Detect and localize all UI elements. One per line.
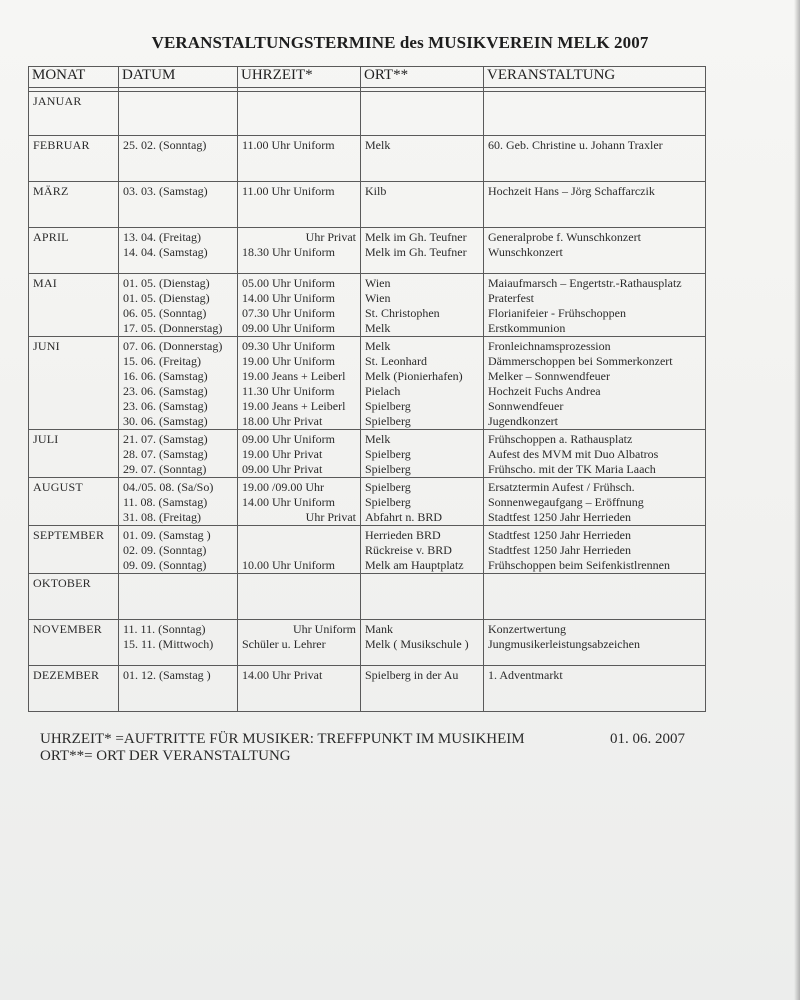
ort-line: Melk: [365, 432, 391, 446]
veranstaltung-cell: [484, 274, 706, 337]
veranstaltung-line: 1. Adventmarkt: [488, 668, 563, 682]
datum-line: 02. 09. (Sonntag): [123, 543, 207, 557]
datum-line: 15. 06. (Freitag): [123, 354, 201, 368]
uhrzeit-line: 09.00 Uhr Uniform: [242, 321, 335, 335]
ort-line: Rückreise v. BRD: [365, 543, 452, 557]
footer-note-uhrzeit: UHRZEIT* =AUFTRITTE FÜR MUSIKER: TREFFPUNKT IM MUSIKHEIM: [40, 731, 525, 747]
uhrzeit-line: 05.00 Uhr Uniform: [242, 276, 335, 290]
uhrzeit-cell: [238, 666, 361, 712]
month-cell: OKTOBER: [29, 574, 119, 620]
veranstaltung-cell: [484, 478, 706, 526]
datum-line: 29. 07. (Sonntag): [123, 462, 207, 476]
table-row: [29, 92, 706, 136]
uhrzeit-line: 11.30 Uhr Uniform: [242, 384, 335, 398]
datum-line: 03. 03. (Samstag): [123, 184, 208, 198]
veranstaltung-cell: [484, 574, 706, 620]
uhrzeit-line: 19.00 Jeans + Leiberl: [242, 399, 346, 413]
uhrzeit-cell: [238, 574, 361, 620]
uhrzeit-line: Schüler u. Lehrer: [242, 637, 326, 651]
datum-cell: [119, 337, 238, 430]
uhrzeit-cell: [238, 478, 361, 526]
table-row: [29, 182, 706, 228]
footer-notes: [40, 731, 740, 765]
veranstaltung-line: Hochzeit Fuchs Andrea: [488, 384, 601, 398]
ort-line: Spielberg: [365, 495, 411, 509]
uhrzeit-line: 14.00 Uhr Uniform: [242, 495, 335, 509]
datum-line: 23. 06. (Samstag): [123, 384, 208, 398]
veranstaltung-line: Frühschoppen beim Seifenkistlrennen: [488, 558, 670, 572]
table-row: [29, 478, 706, 526]
uhrzeit-cell: [238, 337, 361, 430]
footer-note-ort: ORT**= ORT DER VERANSTALTUNG: [40, 748, 291, 764]
veranstaltung-line: Fronleichnamsprozession: [488, 339, 611, 353]
column-header-datum: DATUM: [119, 67, 238, 88]
ort-line: Melk: [365, 321, 391, 335]
column-header-veranstaltung: VERANSTALTUNG: [484, 67, 706, 88]
datum-line: 15. 11. (Mittwoch): [123, 637, 214, 651]
datum-cell: [119, 274, 238, 337]
ort-line: Wien: [365, 276, 391, 290]
veranstaltung-line: Frühscho. mit der TK Maria Laach: [488, 462, 656, 476]
month-cell: FEBRUAR: [29, 136, 119, 182]
ort-line: St. Leonhard: [365, 354, 427, 368]
datum-cell: [119, 182, 238, 228]
veranstaltung-line: Praterfest: [488, 291, 534, 305]
uhrzeit-line: Uhr Uniform: [293, 622, 356, 636]
ort-line: Melk ( Musikschule ): [365, 637, 469, 651]
veranstaltung-line: Florianifeier - Frühschoppen: [488, 306, 626, 320]
datum-line: 13. 04. (Freitag): [123, 230, 201, 244]
datum-cell: [119, 228, 238, 274]
veranstaltung-line: 60. Geb. Christine u. Johann Traxler: [488, 138, 663, 152]
events-table: [28, 66, 706, 712]
ort-line: Spielberg: [365, 447, 411, 461]
veranstaltung-line: Stadtfest 1250 Jahr Herrieden: [488, 543, 631, 557]
veranstaltung-cell: [484, 620, 706, 666]
datum-line: 09. 09. (Sonntag): [123, 558, 207, 572]
ort-line: Mank: [365, 622, 393, 636]
datum-line: 16. 06. (Samstag): [123, 369, 208, 383]
uhrzeit-cell: [238, 92, 361, 136]
ort-cell: [361, 478, 484, 526]
datum-line: 01. 05. (Dienstag): [123, 276, 210, 290]
uhrzeit-line: 09.30 Uhr Uniform: [242, 339, 335, 353]
datum-cell: [119, 574, 238, 620]
ort-line: Melk am Hauptplatz: [365, 558, 464, 572]
uhrzeit-cell: [238, 620, 361, 666]
veranstaltung-line: Jungmusikerleistungsabzeichen: [488, 637, 640, 651]
veranstaltung-line: Sonnenwegaufgang – Eröffnung: [488, 495, 644, 509]
uhrzeit-line: 09.00 Uhr Privat: [242, 462, 323, 476]
month-cell: JULI: [29, 430, 119, 478]
datum-cell: [119, 430, 238, 478]
uhrzeit-line: 18.30 Uhr Uniform: [242, 245, 335, 259]
uhrzeit-line: 09.00 Uhr Uniform: [242, 432, 335, 446]
datum-cell: [119, 666, 238, 712]
datum-line: 30. 06. (Samstag): [123, 414, 208, 428]
uhrzeit-line: 19.00 Jeans + Leiberl: [242, 369, 346, 383]
datum-line: 28. 07. (Samstag): [123, 447, 208, 461]
veranstaltung-cell: [484, 92, 706, 136]
uhrzeit-line: 11.00 Uhr Uniform: [242, 184, 335, 198]
veranstaltung-line: Hochzeit Hans – Jörg Schaffarczik: [488, 184, 655, 198]
month-cell: SEPTEMBER: [29, 526, 119, 574]
uhrzeit-line: 14.00 Uhr Privat: [242, 668, 323, 682]
datum-line: 11. 08. (Samstag): [123, 495, 208, 509]
uhrzeit-line: 07.30 Uhr Uniform: [242, 306, 335, 320]
uhrzeit-cell: [238, 182, 361, 228]
month-cell: DEZEMBER: [29, 666, 119, 712]
ort-line: Spielberg in der Au: [365, 668, 459, 682]
uhrzeit-line: 10.00 Uhr Uniform: [242, 558, 335, 572]
datum-line: 11. 11. (Sonntag): [123, 622, 206, 636]
ort-line: St. Christophen: [365, 306, 440, 320]
ort-line: Spielberg: [365, 462, 411, 476]
veranstaltung-line: Aufest des MVM mit Duo Albatros: [488, 447, 659, 461]
ort-line: Melk (Pionierhafen): [365, 369, 463, 383]
month-cell: JUNI: [29, 337, 119, 430]
ort-cell: [361, 274, 484, 337]
datum-line: 17. 05. (Donnerstag): [123, 321, 223, 335]
datum-line: 01. 12. (Samstag ): [123, 668, 211, 682]
ort-cell: [361, 526, 484, 574]
veranstaltung-line: Stadtfest 1250 Jahr Herrieden: [488, 528, 631, 542]
ort-cell: [361, 182, 484, 228]
uhrzeit-line: 18.00 Uhr Privat: [242, 414, 323, 428]
veranstaltung-cell: [484, 526, 706, 574]
veranstaltung-line: Ersatztermin Aufest / Frühsch.: [488, 480, 635, 494]
month-cell: NOVEMBER: [29, 620, 119, 666]
ort-line: Spielberg: [365, 414, 411, 428]
table-header-row: [29, 67, 706, 88]
table-row: [29, 228, 706, 274]
column-header-ort: ORT**: [361, 67, 484, 88]
ort-cell: [361, 228, 484, 274]
month-cell: AUGUST: [29, 478, 119, 526]
ort-cell: [361, 666, 484, 712]
scan-edge-shadow: [794, 0, 800, 1000]
ort-cell: [361, 337, 484, 430]
veranstaltung-line: Melker – Sonnwendfeuer: [488, 369, 610, 383]
ort-line: Pielach: [365, 384, 401, 398]
datum-cell: [119, 526, 238, 574]
table-row: [29, 337, 706, 430]
ort-line: Melk im Gh. Teufner: [365, 230, 467, 244]
ort-line: Kilb: [365, 184, 387, 198]
month-cell: APRIL: [29, 228, 119, 274]
uhrzeit-line: 19.00 Uhr Uniform: [242, 354, 335, 368]
uhrzeit-cell: [238, 228, 361, 274]
table-row: [29, 666, 706, 712]
month-cell: JANUAR: [29, 92, 119, 136]
ort-line: Spielberg: [365, 480, 411, 494]
ort-line: Melk im Gh. Teufner: [365, 245, 467, 259]
uhrzeit-line: 19.00 Uhr Privat: [242, 447, 323, 461]
datum-cell: [119, 92, 238, 136]
ort-line: Melk: [365, 339, 391, 353]
veranstaltung-line: Konzertwertung: [488, 622, 566, 636]
column-header-monat: MONAT: [29, 67, 119, 88]
veranstaltung-cell: [484, 666, 706, 712]
datum-line: 01. 09. (Samstag ): [123, 528, 211, 542]
document-title: VERANSTALTUNGSTERMINE des MUSIKVEREIN MELK 2007: [151, 33, 649, 52]
uhrzeit-line: 14.00 Uhr Uniform: [242, 291, 335, 305]
uhrzeit-line: [242, 543, 356, 558]
ort-line: Spielberg: [365, 399, 411, 413]
uhrzeit-line: [242, 528, 356, 543]
document-date: 01. 06. 2007: [610, 731, 685, 747]
veranstaltung-line: Sonnwendfeuer: [488, 399, 564, 413]
column-header-uhrzeit: UHRZEIT*: [238, 67, 361, 88]
datum-cell: [119, 136, 238, 182]
datum-line: 31. 08. (Freitag): [123, 510, 201, 524]
veranstaltung-line: Jugendkonzert: [488, 414, 558, 428]
events-table-body: [29, 92, 706, 712]
veranstaltung-line: Stadtfest 1250 Jahr Herrieden: [488, 510, 631, 524]
datum-line: 06. 05. (Sonntag): [123, 306, 207, 320]
datum-line: 07. 06. (Donnerstag): [123, 339, 223, 353]
ort-line: Abfahrt n. BRD: [365, 510, 442, 524]
veranstaltung-line: Wunschkonzert: [488, 245, 563, 259]
month-cell: MÄRZ: [29, 182, 119, 228]
datum-line: 01. 05. (Dienstag): [123, 291, 210, 305]
ort-cell: [361, 92, 484, 136]
ort-cell: [361, 136, 484, 182]
uhrzeit-cell: [238, 274, 361, 337]
veranstaltung-cell: [484, 228, 706, 274]
veranstaltung-line: Erstkommunion: [488, 321, 566, 335]
datum-line: 23. 06. (Samstag): [123, 399, 208, 413]
uhrzeit-line: Uhr Privat: [305, 510, 356, 524]
ort-cell: [361, 574, 484, 620]
uhrzeit-line: 11.00 Uhr Uniform: [242, 138, 335, 152]
veranstaltung-line: Generalprobe f. Wunschkonzert: [488, 230, 641, 244]
datum-line: 04./05. 08. (Sa/So): [123, 480, 214, 494]
veranstaltung-line: Frühschoppen a. Rathausplatz: [488, 432, 633, 446]
uhrzeit-cell: [238, 526, 361, 574]
table-row: [29, 136, 706, 182]
datum-cell: [119, 620, 238, 666]
veranstaltung-cell: [484, 182, 706, 228]
veranstaltung-line: Dämmerschoppen bei Sommerkonzert: [488, 354, 673, 368]
datum-line: 21. 07. (Samstag): [123, 432, 208, 446]
ort-cell: [361, 620, 484, 666]
uhrzeit-line: 19.00 /09.00 Uhr: [242, 480, 324, 494]
ort-line: Herrieden BRD: [365, 528, 441, 542]
veranstaltung-cell: [484, 337, 706, 430]
ort-line: Wien: [365, 291, 391, 305]
datum-cell: [119, 478, 238, 526]
table-row: [29, 430, 706, 478]
table-row: [29, 274, 706, 337]
month-cell: MAI: [29, 274, 119, 337]
table-row: [29, 620, 706, 666]
table-row: [29, 574, 706, 620]
ort-cell: [361, 430, 484, 478]
datum-line: 14. 04. (Samstag): [123, 245, 208, 259]
uhrzeit-line: Uhr Privat: [305, 230, 356, 244]
veranstaltung-line: Maiaufmarsch – Engertstr.-Rathausplatz: [488, 276, 682, 290]
veranstaltung-cell: [484, 430, 706, 478]
veranstaltung-cell: [484, 136, 706, 182]
datum-line: 25. 02. (Sonntag): [123, 138, 207, 152]
ort-line: Melk: [365, 138, 391, 152]
uhrzeit-cell: [238, 136, 361, 182]
uhrzeit-cell: [238, 430, 361, 478]
table-row: [29, 526, 706, 574]
